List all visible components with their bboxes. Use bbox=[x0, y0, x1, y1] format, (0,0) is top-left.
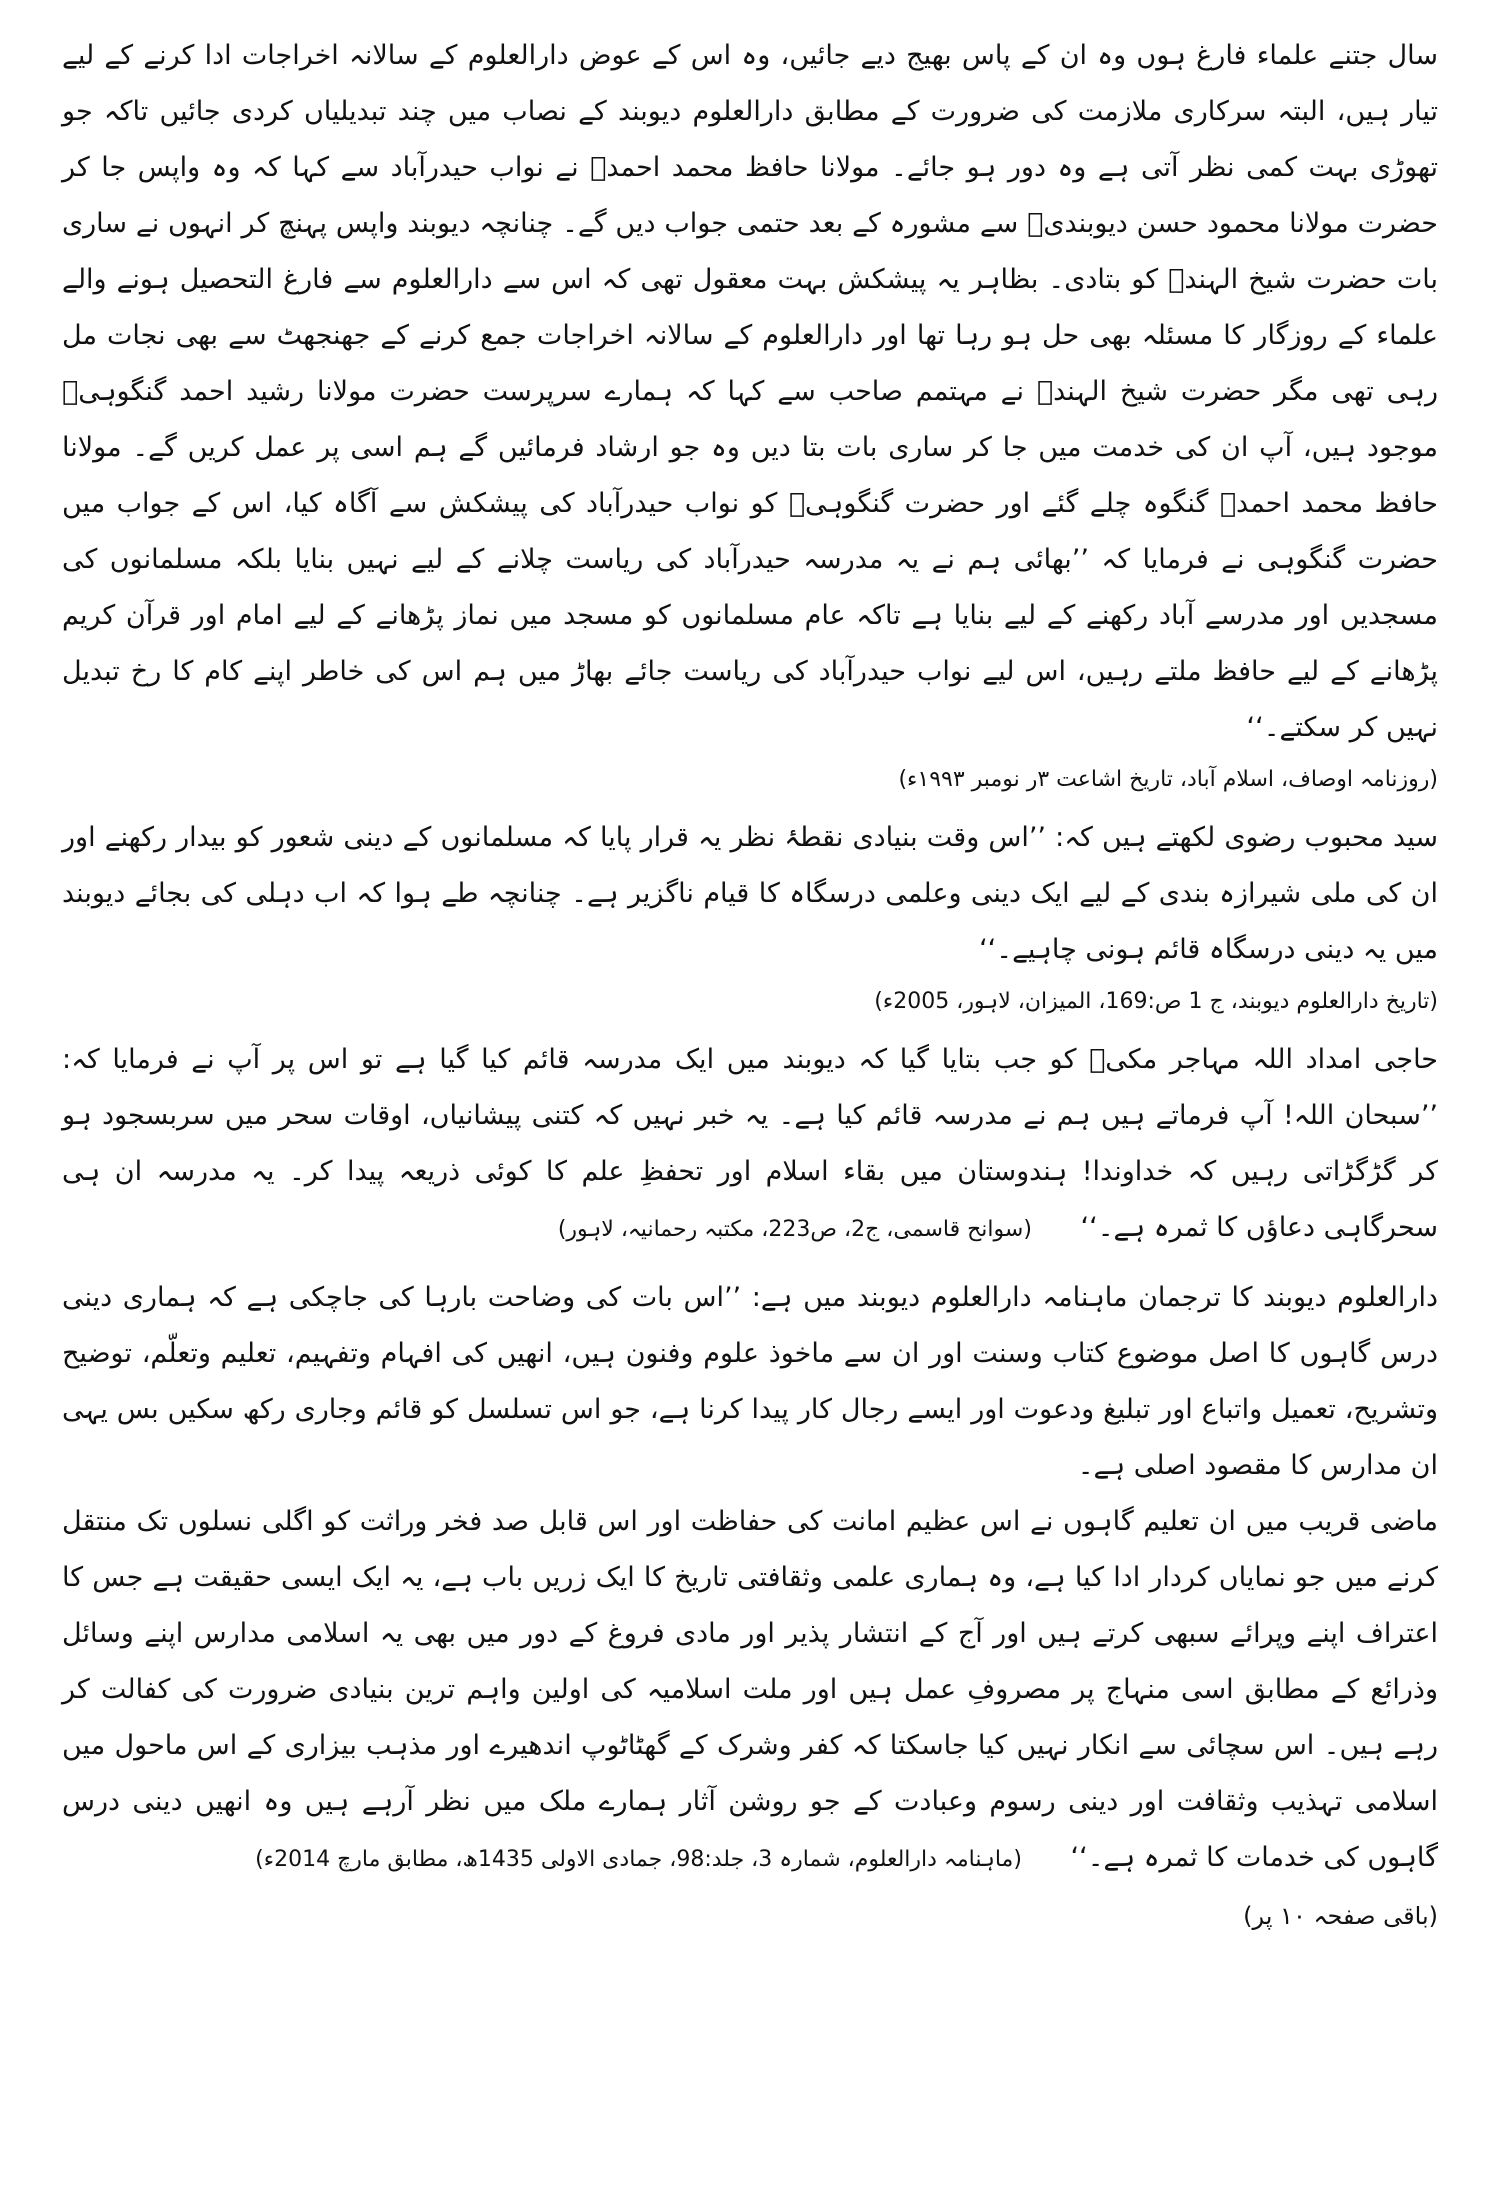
paragraph-mehboob-rizvi: سید محبوب رضوی لکھتے ہیں کہ: ’’اس وقت بنیادی نقطۂ نظر یہ قرار پایا کہ مسلمانوں کے دینی شعور کو بیدار رکھنے اور ان کی ملی شیرازہ بندی کے لیے ایک دینی وعلمی درسگاہ کا قیام ناگزیر ہے۔ چنانچہ طے ہوا کہ اب دہلی کی بجائے دیوبند میں یہ دینی درسگاہ قائم ہونی چاہیے۔‘‘ bbox=[62, 822, 1438, 965]
continued-on-page-note: (باقی صفحہ ۱۰ پر) bbox=[1243, 1902, 1438, 1930]
paragraph-haji-imdadullah-text: حاجی امداد اللہ مہاجر مکیؒ کو جب بتایا گیا کہ دیوبند میں ایک مدرسہ قائم کیا گیا ہے تو اس پر آپ نے فرمایا کہ: ’’سبحان اللہ! آپ فرماتے ہیں ہم نے مدرسہ قائم کیا ہے۔ یہ خبر نہیں کہ کتنی پیشانیاں، اوقات سحر میں سربسجود ہو کر گڑگڑاتی رہیں کہ خداوندا! ہندوستان میں بقاء اسلام اور تحفظِ علم کا کوئی ذریعہ پیدا کر۔ یہ مدرسہ ان ہی سحرگاہی دعاؤں کا ثمرہ ہے۔‘‘ bbox=[62, 1044, 1438, 1243]
citation-sawanih-qasmi: (سوانح قاسمی، ج2، ص223، مکتبہ رحمانیہ، لاہور) bbox=[557, 1217, 1032, 1242]
paragraph-haji-imdadullah bbox=[62, 1032, 1438, 1258]
paragraph-recent-past bbox=[62, 1494, 1438, 1888]
paragraph-nawab-hyderabad: سال جتنے علماء فارغ ہوں وہ ان کے پاس بھیج دیے جائیں، وہ اس کے عوض دارالعلوم کے سالانہ اخراجات ادا کرنے کے لیے تیار ہیں، البتہ سرکاری ملازمت کی ضرورت کے مطابق دارالعلوم دیوبند کے نصاب میں چند تبدیلیاں کردی جائیں تاکہ جو تھوڑی بہت کمی نظر آتی ہے وہ دور ہو جائے۔ مولانا حافظ محمد احمدؒ نے نواب حیدرآباد سے کہا کہ وہ واپس جا کر حضرت مولانا محمود حسن دیوبندیؒ سے مشورہ کے بعد حتمی جواب دیں گے۔ چنانچہ دیوبند واپس پہنچ کر انہوں نے ساری بات حضرت شیخ الہندؒ کو بتادی۔ بظاہر یہ پیشکش بہت معقول تھی کہ اس سے دارالعلوم سے فارغ التحصیل ہونے والے علماء کے روزگار کا مسئلہ بھی حل ہو رہا تھا اور دارالعلوم کے سالانہ اخراجات جمع کرنے کے جھنجھٹ سے بھی نجات مل رہی تھی مگر حضرت شیخ الہندؒ نے مہتمم صاحب سے کہا کہ ہمارے سرپرست حضرت مولانا رشید احمد گنگوہیؒ موجود ہیں، آپ ان کی خدمت میں جا کر ساری بات بتا دیں وہ جو ارشاد فرمائیں گے ہم اسی پر عمل کریں گے۔ مولانا حافظ محمد احمدؒ گنگوہ چلے گئے اور حضرت گنگوہیؒ کو نواب حیدرآباد کی پیشکش سے آگاہ کیا، اس کے جواب میں حضرت گنگوہی نے فرمایا کہ ’’بھائی ہم نے یہ مدرسہ حیدرآباد کی ریاست چلانے کے لیے نہیں بنایا بلکہ مسلمانوں کی مسجدیں اور مدرسے آباد رکھنے کے لیے بنایا ہے تاکہ عام مسلمانوں کو مسجد میں نماز پڑھانے کے لیے امام اور قرآن کریم پڑھانے کے لیے حافظ ملتے رہیں، اس لیے نواب حیدرآباد کی ریاست جائے بھاڑ میں ہم اس کی خاطر اپنے کام کا رخ تبدیل نہیں کر سکتے۔‘‘ bbox=[62, 40, 1438, 743]
paragraph-recent-past-text: ماضی قریب میں ان تعلیم گاہوں نے اس عظیم امانت کی حفاظت اور اس قابل صد فخر وراثت کو اگلی نسلوں تک منتقل کرنے میں جو نمایاں کردار ادا کیا ہے، وہ ہماری علمی وثقافتی تاریخ کا ایک زریں باب ہے، یہ ایک ایسی حقیقت ہے جس کا اعتراف اپنے وپرائے سبھی کرتے ہیں اور آج کے انتشار پذیر اور مادی فروغ کے دور میں بھی یہ اسلامی مدارس اپنے وسائل وذرائع کے مطابق اسی منہاج پر مصروفِ عمل ہیں اور ملت اسلامیہ کی اولین واہم ترین بنیادی ضرورت کی کفالت کر رہے ہیں۔ اس سچائی سے انکار نہیں کیا جاسکتا کہ کفر وشرک کے گھٹاٹوپ اندھیرے اور مذہب بیزاری کے اس ماحول میں اسلامی تہذیب وثقافت اور دینی رسوم وعبادت کے جو روشن آثار ہمارے ملک میں نظر آرہے ہیں وہ انھیں دینی درس گاہوں کی خدمات کا ثمرہ ہے۔‘‘ bbox=[62, 1506, 1438, 1873]
citation-tareekh-darul-uloom: (تاریخ دارالعلوم دیوبند، ج 1 ص:169، المیزان، لاہور، 2005ء) bbox=[874, 989, 1438, 1014]
paragraph-mahnama-darul-uloom: دارالعلوم دیوبند کا ترجمان ماہنامہ دارالعلوم دیوبند میں ہے: ’’اس بات کی وضاحت بارہا کی جاچکی ہے کہ ہماری دینی درس گاہوں کا اصل موضوع کتاب وسنت اور ان سے ماخوذ علوم وفنون ہیں، انھیں کی افہام وتفہیم، تعلیم وتعلّم، توضیح وتشریح، تعمیل واتباع اور تبلیغ ودعوت اور ایسے رجال کار پیدا کرنا ہے، جو اس تسلسل کو قائم وجاری رکھ سکیں بس یہی ان مدارس کا مقصود اصلی ہے۔ bbox=[62, 1282, 1438, 1481]
citation-ausaf: (روزنامہ اوصاف، اسلام آباد، تاریخ اشاعت ۳ر نومبر ۱۹۹۳ء) bbox=[898, 767, 1438, 792]
citation-mahnama-2014: (ماہنامہ دارالعلوم، شمارہ 3، جلد:98، جمادی الاولی 1435ھ، مطابق مارچ 2014ء) bbox=[255, 1847, 1022, 1872]
spacer bbox=[62, 1258, 1438, 1270]
